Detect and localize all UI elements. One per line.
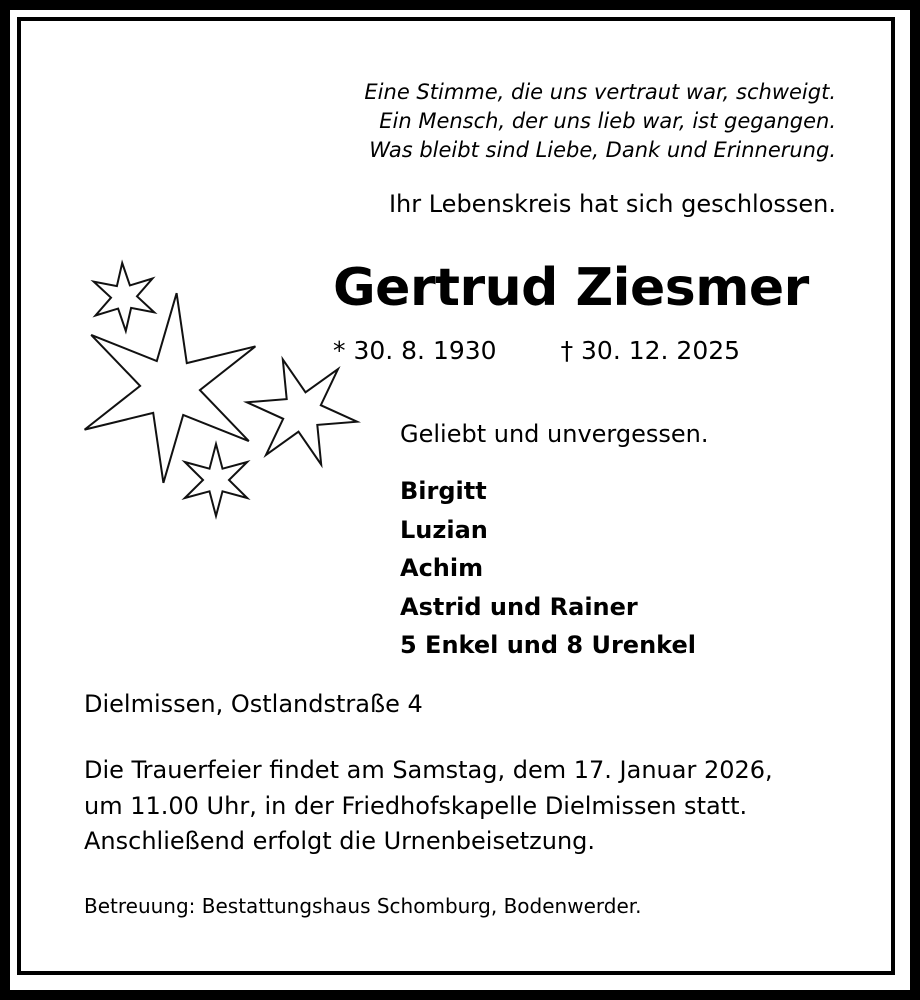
service-line: Die Trauerfeier findet am Samstag, dem 17. Januar 2026, [84, 756, 773, 784]
family-member: Luzian [400, 515, 488, 544]
remembered-line: Geliebt und unvergessen. [400, 420, 709, 448]
life-dates [333, 336, 740, 365]
funeral-home: Betreuung: Bestattungshaus Schomburg, Bodenwerder. [84, 894, 642, 918]
poem [364, 78, 836, 165]
birth-date: * 30. 8. 1930 [333, 336, 497, 365]
deceased-name: Gertrud Ziesmer [333, 258, 809, 318]
star-icon [247, 359, 357, 464]
poem-line: Ein Mensch, der uns lieb war, ist gegangen. [379, 109, 836, 133]
death-date: † 30. 12. 2025 [560, 336, 741, 365]
star-icon [85, 293, 256, 483]
family-list [400, 472, 696, 665]
address: Dielmissen, Ostlandstraße 4 [84, 690, 423, 718]
life-circle-line: Ihr Lebenskreis hat sich geschlossen. [388, 190, 836, 218]
service-info [84, 753, 773, 860]
poem-line: Was bleibt sind Liebe, Dank und Erinnerung. [369, 138, 836, 162]
star-icon [185, 444, 247, 516]
family-member: Birgitt [400, 477, 487, 505]
service-line: Anschließend erfolgt die Urnenbeisetzung. [84, 827, 596, 855]
family-member: 5 Enkel und 8 Urenkel [400, 631, 696, 659]
family-member: Astrid und Rainer [400, 592, 638, 621]
service-line: um 11.00 Uhr, in der Friedhofskapelle Dielmissen statt. [84, 791, 748, 820]
poem-line: Eine Stimme, die uns vertraut war, schweigt. [364, 80, 836, 104]
star-icon [94, 263, 155, 331]
family-member: Achim [400, 554, 484, 582]
